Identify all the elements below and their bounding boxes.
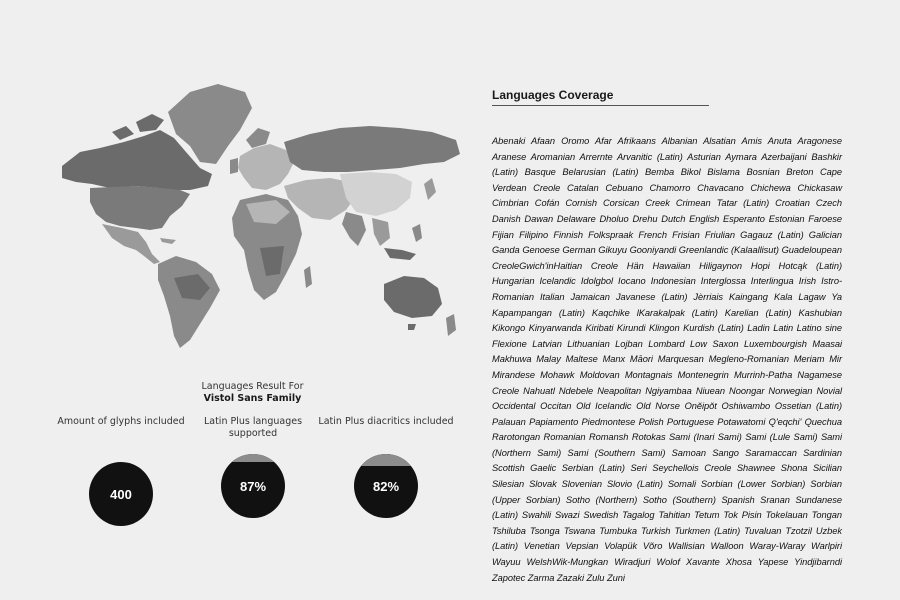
stat-circle (354, 454, 418, 518)
map-russia (284, 126, 460, 172)
stat-label: Latin Plus languages supported (203, 416, 303, 439)
map-china (340, 172, 412, 216)
stat-diacritics (316, 416, 456, 494)
stat-value: 400 (110, 486, 132, 502)
stat-label: Amount of glyphs included (57, 416, 185, 427)
stat-value: 82% (372, 478, 400, 494)
results-heading-text: Languages Result For (201, 381, 304, 392)
stat-glyphs (51, 416, 191, 502)
map-mexico (102, 224, 160, 264)
stat-value: 87% (239, 478, 267, 494)
map-australia (384, 276, 442, 318)
world-map-icon (40, 78, 465, 350)
languages-list: Abenaki Afaan Oromo Afar Afrikaans Albanian Alsatian Amis Anuta Aragonese Aranese Aromanian Arrernte Arvanitic (Latin) Asturian Aymara Azerbaijani Bashkir (Latin) Basque Belarusian (Latin) Bemba Bikol Bislama Bosnian Breton Cape Verdean Creole Catalan Cebuano Chamorro Chavacano Chichewa Chickasaw Cimbrian Cofán Cornish Corsican Creek Crimean Tatar (Latin) Croatian Czech Danish Dawan Delaware Dholuo Drehu Dutch English Esperanto Estonian Faroese Fijian Filipino Finnish Folkspraak French Frisian Friulian Gagauz (Latin) Galician Ganda Genoese German Gikuyu Gooniyandi Greenlandic (Kalaallisut) Guadeloupean CreoleGwich'inHaitian Creole Hän Hawaiian Hiligaynon Hopi Hotcąk (Latin) Hungarian Icelandic Idolgbol Iocano Indonesian Interglossa Interlingua Irish Istro-Romanian Italian Jamaican Javanese (Latin) Jèrriais Kaingang Kala Lagaw Ya Kapampangan (Latin) Kaqchike lKarakalpak (Latin) Karelian (Latin) Kashubian Kikongo Kinyarwanda Kiribati Kirundi Klingon Kurdish (Latin) Ladin Latin Latino sine Flexione Latvian Lithuanian Lojban Lombard Low Saxon Luxembourgish Maasai Makhuwa Malay Maltese Manx Māori Marquesan Megleno-Romanian Meriam Mir Mirandese Mohawk Moldovan Montagnais Montenegrin Murrinh-Patha Nagamese Creole Nahuatl Ndebele Neapolitan Ngiyambaa Niuean Noongar Norwegian Novial Occidental Occitan Old Icelandic Old Norse Onĕipŏt Oshiwambo Ossetian (Latin) Palauan Papiamento Piedmontese Polish Portuguese Potawatomi Q'eqchi' Quechua Rarotongan Romanian Romansh Rotokas Sami (Inari Sami) Sami (Lule Sami) Sami (Northern Sami) Sami (Southern Sami) Samoan Sango Saramaccan Sardinian Scottish Gaelic Serbian (Latin) Seri Seychellois Creole Shawnee Shona Sicilian Silesian Slovak Slovenian Slovio (Latin) Somali Sorbian (Lower Sorbian) Sorbian (Upper Sorbian) Sotho (Northern) Sotho (Southern) Spanish Sranan Sundanese (Latin) Swahili Swazi Swedish Tagalog Tahitian Tetum Tok Pisin Tokelauan Tongan Tshiluba Tsonga Tswana Tumbuka Turkish Turkmen (Latin) Tuvaluan Tzotzil Uzbek (Latin) Venetian Vepsian Volapük Võro Wallisian Walloon Waray-Waray Warlpiri Wayuu WelshWik-Mungkan Wiradjuri Wolof Xavante Xhosa Yapese Yindjibarndi Zapotec Zarma Zazaki Zulu Zuni (492, 136, 842, 583)
stat-label: Latin Plus diacritics included (318, 416, 454, 427)
languages-coverage-title: Languages Coverage (492, 88, 709, 106)
font-family-name: Vistol Sans Family (203, 393, 302, 404)
results-heading (190, 381, 315, 405)
map-usa (90, 186, 190, 230)
map-europe (238, 144, 294, 190)
stat-languages (183, 416, 323, 494)
world-map (40, 78, 465, 350)
stat-circle (221, 454, 285, 518)
map-india (342, 212, 366, 246)
stat-circle (89, 462, 153, 526)
map-south-america (158, 256, 220, 348)
